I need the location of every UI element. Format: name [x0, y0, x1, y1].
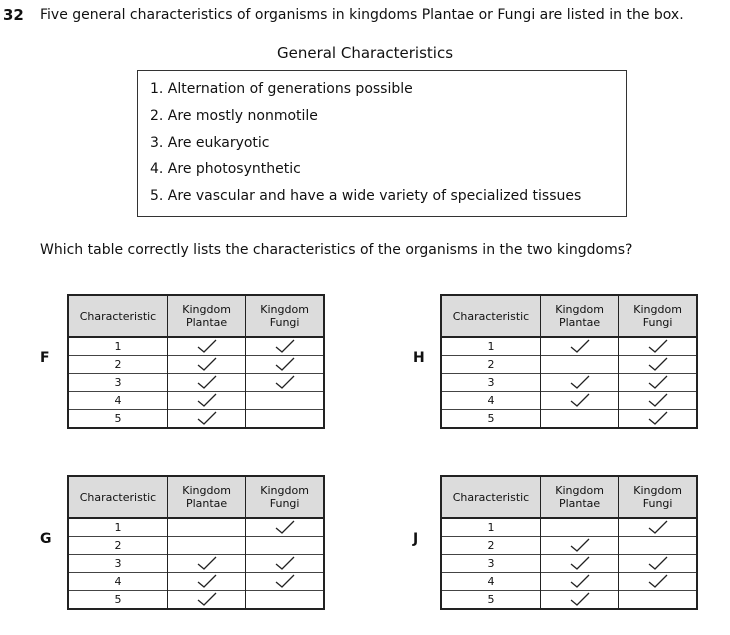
header-plantae-line1: Kingdom — [555, 303, 604, 316]
table-row — [68, 591, 324, 610]
plantae-check-cell — [540, 410, 618, 429]
fungi-check-cell — [246, 555, 324, 573]
check-icon — [196, 393, 218, 408]
characteristic-item-2: 2. Are mostly nonmotile — [150, 107, 318, 124]
characteristic-number-cell: 2 — [441, 356, 540, 374]
check-icon — [196, 556, 218, 571]
check-icon — [274, 357, 296, 372]
header-fungi-line2: Fungi — [642, 316, 673, 329]
fungi-check-cell — [246, 591, 324, 610]
fungi-check-cell — [619, 518, 697, 537]
table-row — [441, 410, 697, 429]
characteristic-number-cell: 2 — [441, 537, 540, 555]
characteristic-number-cell: 5 — [441, 410, 540, 429]
characteristic-number-cell: 3 — [441, 374, 540, 392]
header-fungi-line2: Fungi — [269, 316, 300, 329]
plantae-check-cell — [167, 573, 245, 591]
table-row — [441, 591, 697, 610]
check-icon — [196, 357, 218, 372]
characteristic-number-cell: 3 — [441, 555, 540, 573]
check-icon — [647, 556, 669, 571]
plantae-check-cell — [540, 374, 618, 392]
header-fungi-line2: Fungi — [642, 497, 673, 510]
question-text: Five general characteristics of organisms in kingdoms Plantae or Fungi are listed in the box. — [40, 7, 684, 23]
check-icon — [647, 393, 669, 408]
header-fungi-line2: Fungi — [269, 497, 300, 510]
check-icon — [569, 538, 591, 553]
header-plantae-line2: Plantae — [185, 497, 228, 510]
header-kingdom-fungi — [619, 295, 697, 337]
header-fungi-line1: Kingdom — [260, 303, 309, 316]
table-row — [68, 573, 324, 591]
fungi-check-cell — [619, 337, 697, 356]
check-icon — [569, 574, 591, 589]
plantae-check-cell — [540, 555, 618, 573]
fungi-check-cell — [246, 337, 324, 356]
header-plantae-line1: Kingdom — [555, 484, 604, 497]
table-row — [441, 573, 697, 591]
fungi-check-cell — [246, 410, 324, 429]
check-icon — [274, 375, 296, 390]
fungi-check-cell — [246, 537, 324, 555]
option-table-g — [67, 475, 325, 610]
characteristic-number-cell: 3 — [68, 555, 167, 573]
header-kingdom-fungi — [246, 476, 324, 518]
option-letter-g[interactable]: G — [40, 531, 52, 547]
table-row — [68, 392, 324, 410]
header-fungi-line1: Kingdom — [633, 303, 682, 316]
characteristic-number-cell: 4 — [441, 392, 540, 410]
header-kingdom-plantae — [167, 476, 245, 518]
fungi-check-cell — [619, 537, 697, 555]
characteristic-number-cell: 4 — [68, 573, 167, 591]
fungi-check-cell — [246, 392, 324, 410]
characteristic-number-cell: 1 — [441, 518, 540, 537]
fungi-check-cell — [246, 573, 324, 591]
table-row — [68, 374, 324, 392]
table-row — [68, 518, 324, 537]
header-plantae-line2: Plantae — [558, 316, 601, 329]
check-icon — [647, 520, 669, 535]
plantae-check-cell — [540, 537, 618, 555]
plantae-check-cell — [167, 591, 245, 610]
table-row — [68, 537, 324, 555]
fungi-check-cell — [619, 374, 697, 392]
header-plantae-line2: Plantae — [185, 316, 228, 329]
check-icon — [647, 339, 669, 354]
check-icon — [647, 574, 669, 589]
header-kingdom-plantae — [540, 476, 618, 518]
check-icon — [647, 357, 669, 372]
header-characteristic: Characteristic — [441, 476, 540, 518]
fungi-check-cell — [619, 573, 697, 591]
check-icon — [274, 556, 296, 571]
characteristic-number-cell: 4 — [441, 573, 540, 591]
question-prompt: Which table correctly lists the characteristics of the organisms in the two kingdoms? — [40, 242, 633, 258]
header-plantae-line2: Plantae — [558, 497, 601, 510]
plantae-check-cell — [540, 337, 618, 356]
header-characteristic: Characteristic — [441, 295, 540, 337]
fungi-check-cell — [619, 356, 697, 374]
plantae-check-cell — [167, 356, 245, 374]
table-row — [68, 337, 324, 356]
table-row — [441, 392, 697, 410]
header-characteristic: Characteristic — [68, 295, 167, 337]
header-kingdom-plantae — [540, 295, 618, 337]
characteristic-item-1: 1. Alternation of generations possible — [150, 81, 413, 97]
header-kingdom-fungi — [246, 295, 324, 337]
characteristic-item-5: 5. Are vascular and have a wide variety of specialized tissues — [150, 188, 582, 205]
header-kingdom-plantae — [167, 295, 245, 337]
plantae-check-cell — [540, 356, 618, 374]
characteristic-number-cell: 1 — [68, 518, 167, 537]
characteristic-number-cell: 1 — [68, 337, 167, 356]
header-plantae-line1: Kingdom — [182, 303, 231, 316]
table-row — [441, 356, 697, 374]
check-icon — [647, 375, 669, 390]
check-icon — [274, 574, 296, 589]
fungi-check-cell — [619, 555, 697, 573]
check-icon — [274, 520, 296, 535]
characteristic-item-4: 4. Are photosynthetic — [150, 161, 301, 178]
characteristics-box-title: General Characteristics — [276, 44, 454, 62]
table-row — [441, 518, 697, 537]
option-letter-h[interactable]: H — [413, 350, 425, 366]
fungi-check-cell — [619, 392, 697, 410]
plantae-check-cell — [167, 337, 245, 356]
table-row — [441, 537, 697, 555]
characteristics-box — [137, 70, 627, 217]
characteristic-number-cell: 2 — [68, 356, 167, 374]
table-row — [441, 374, 697, 392]
plantae-check-cell — [167, 518, 245, 537]
option-table-f — [67, 294, 325, 429]
fungi-check-cell — [246, 518, 324, 537]
plantae-check-cell — [540, 518, 618, 537]
characteristic-number-cell: 5 — [441, 591, 540, 610]
plantae-check-cell — [167, 374, 245, 392]
header-kingdom-fungi — [619, 476, 697, 518]
fungi-check-cell — [246, 374, 324, 392]
table-row — [68, 410, 324, 429]
plantae-check-cell — [540, 392, 618, 410]
plantae-check-cell — [540, 591, 618, 610]
plantae-check-cell — [167, 410, 245, 429]
header-fungi-line1: Kingdom — [633, 484, 682, 497]
characteristic-number-cell: 2 — [68, 537, 167, 555]
check-icon — [274, 339, 296, 354]
check-icon — [196, 339, 218, 354]
fungi-check-cell — [619, 410, 697, 429]
check-icon — [569, 592, 591, 607]
check-icon — [569, 393, 591, 408]
header-characteristic: Characteristic — [68, 476, 167, 518]
option-letter-f[interactable]: F — [40, 350, 50, 366]
check-icon — [196, 375, 218, 390]
option-table-h — [440, 294, 698, 429]
question-number: 32 — [3, 6, 24, 24]
fungi-check-cell — [619, 591, 697, 610]
check-icon — [647, 411, 669, 426]
check-icon — [196, 592, 218, 607]
table-row — [68, 356, 324, 374]
header-plantae-line1: Kingdom — [182, 484, 231, 497]
characteristic-number-cell: 1 — [441, 337, 540, 356]
check-icon — [569, 556, 591, 571]
plantae-check-cell — [167, 555, 245, 573]
check-icon — [196, 411, 218, 426]
plantae-check-cell — [167, 537, 245, 555]
option-letter-j[interactable]: J — [413, 531, 419, 547]
characteristic-number-cell: 3 — [68, 374, 167, 392]
option-table-j — [440, 475, 698, 610]
check-icon — [196, 574, 218, 589]
check-icon — [569, 339, 591, 354]
plantae-check-cell — [167, 392, 245, 410]
characteristic-number-cell: 5 — [68, 591, 167, 610]
characteristic-number-cell: 5 — [68, 410, 167, 429]
plantae-check-cell — [540, 573, 618, 591]
table-row — [68, 555, 324, 573]
characteristic-item-3: 3. Are eukaryotic — [150, 134, 270, 151]
check-icon — [569, 375, 591, 390]
header-fungi-line1: Kingdom — [260, 484, 309, 497]
characteristic-number-cell: 4 — [68, 392, 167, 410]
table-row — [441, 555, 697, 573]
fungi-check-cell — [246, 356, 324, 374]
table-row — [441, 337, 697, 356]
